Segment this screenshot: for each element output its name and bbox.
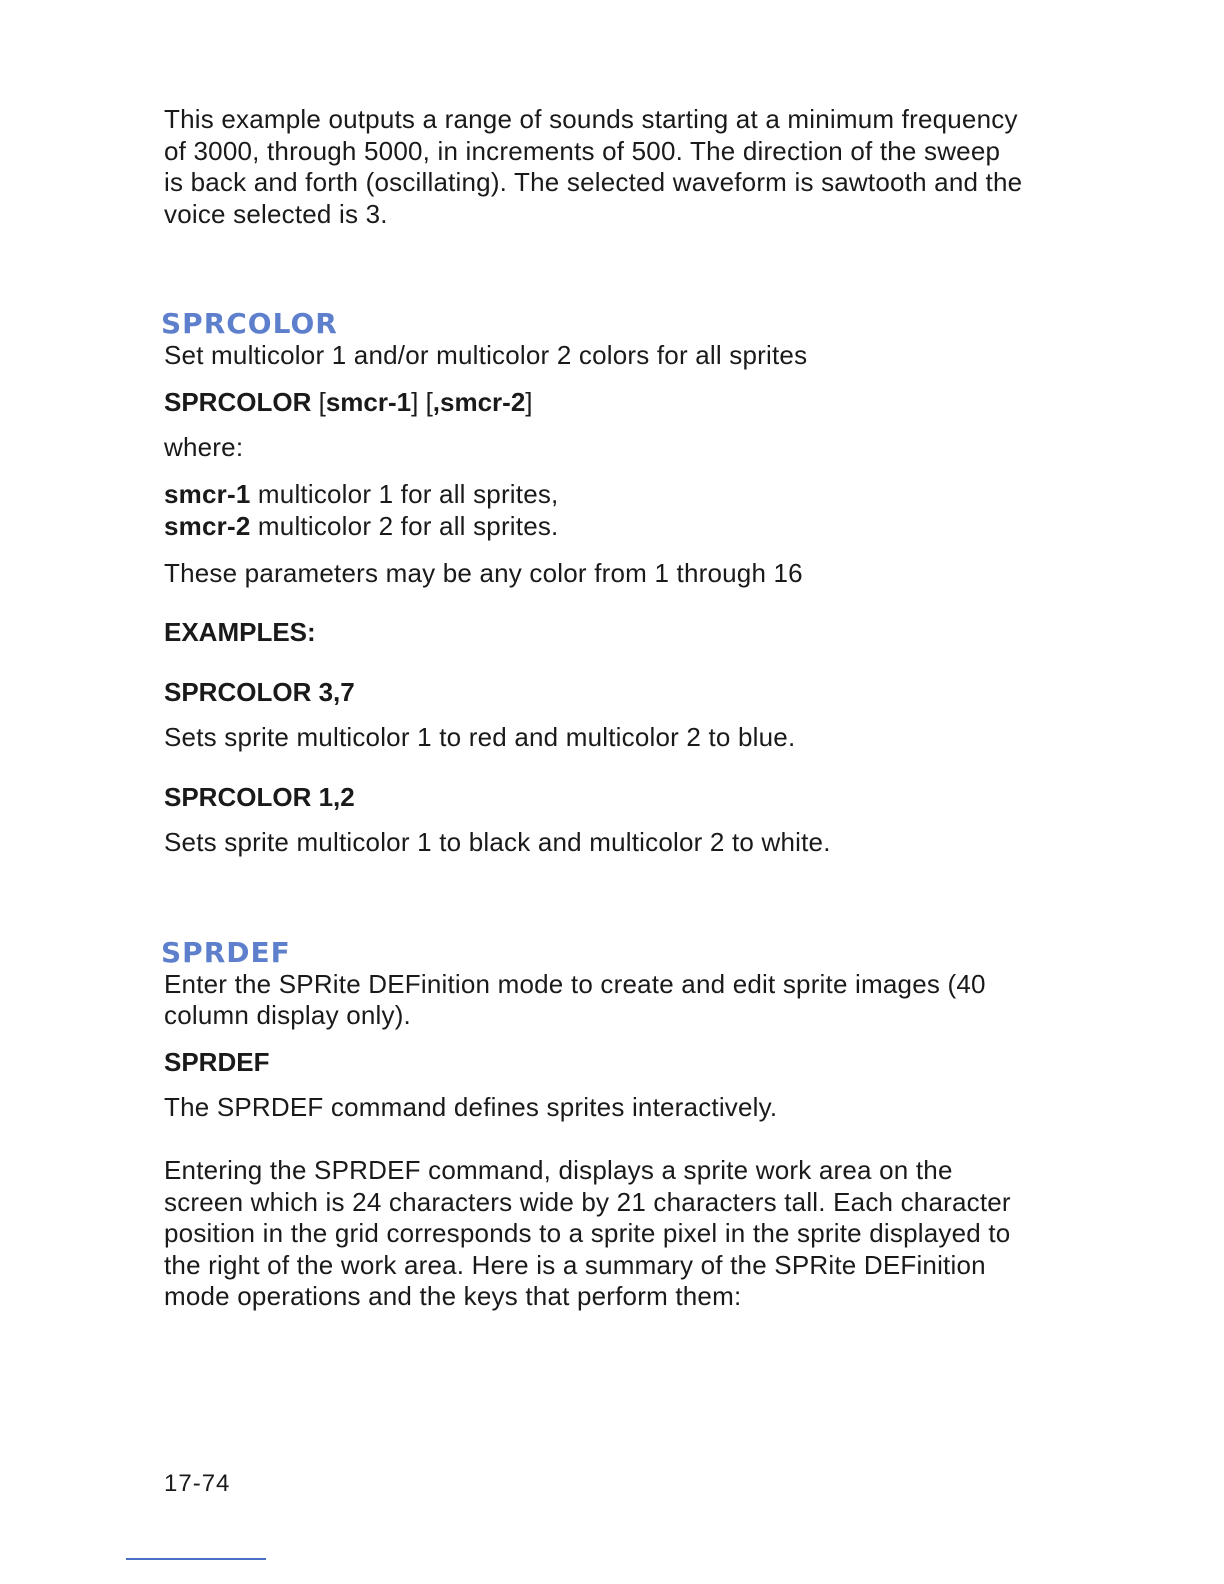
intro-paragraph: This example outputs a range of sounds starting at a minimum frequency of 3000, through 5000, in increments of 500. The direction of the sweep is back and forth (oscillating). The selected waveform is sawtooth and the voice selected is 3. — [164, 104, 1023, 229]
sprdef-section — [161, 935, 1024, 1313]
parameter-text: multicolor 1 for all sprites, — [257, 479, 559, 509]
sprdef-title: SPRDEF — [161, 935, 291, 969]
syntax-bracket-close-2: ] — [525, 386, 533, 417]
syntax-bracket-open-2: [ — [425, 386, 433, 417]
syntax-arg-1: smcr-1 — [325, 386, 412, 417]
where-label: where: — [164, 431, 244, 462]
sprcolor-syntax — [164, 386, 1024, 418]
sprcolor-title: SPRCOLOR — [161, 307, 338, 340]
page-number: 17-74 — [164, 1470, 231, 1497]
parameter-name: smcr-1 — [164, 479, 251, 509]
example-description: Sets sprite multicolor 1 to red and multicolor 2 to blue. — [164, 721, 796, 752]
syntax-arg-2: ,smcr-2 — [432, 386, 526, 417]
example-description: Sets sprite multicolor 1 to black and multicolor 2 to white. — [164, 827, 831, 857]
examples-heading: EXAMPLES: — [164, 616, 316, 647]
sprcolor-section — [161, 307, 1024, 859]
sprcolor-description: Set multicolor 1 and/or multicolor 2 colors for all sprites — [164, 340, 808, 370]
parameter-item — [164, 479, 1024, 511]
syntax-bracket-open-1: [ — [318, 386, 326, 417]
range-note: These parameters may be any color from 1 through 16 — [164, 558, 803, 588]
page-content — [161, 104, 1024, 1313]
example-code: SPRCOLOR 3,7 — [164, 676, 355, 707]
parameter-text: multicolor 2 for all sprites. — [257, 510, 559, 541]
parameter-item — [164, 511, 1024, 543]
syntax-bracket-close-1: ] — [411, 386, 419, 417]
footer-rule — [126, 1558, 266, 1560]
parameter-name: smcr-2 — [164, 510, 251, 541]
sprdef-description: Enter the SPRite DEFinition mode to create and edit sprite images (40 column display only). — [164, 968, 986, 1030]
sprdef-syntax: SPRDEF — [164, 1046, 270, 1077]
syntax-command: SPRCOLOR — [164, 386, 312, 417]
parameter-list — [164, 479, 1024, 542]
sprdef-paragraph-2: Entering the SPRDEF command, displays a sprite work area on the screen which is 24 characters wide by 21 characters tall. Each character position in the grid corresponds to a sprite pixel in the sprite displayed to the right of the work area. Here is a summary of the SPRite DEFinition mode operations and the keys that perform them: — [164, 1155, 1011, 1311]
sprdef-paragraph-1: The SPRDEF command defines sprites interactively. — [164, 1091, 778, 1122]
example-code: SPRCOLOR 1,2 — [164, 782, 355, 812]
